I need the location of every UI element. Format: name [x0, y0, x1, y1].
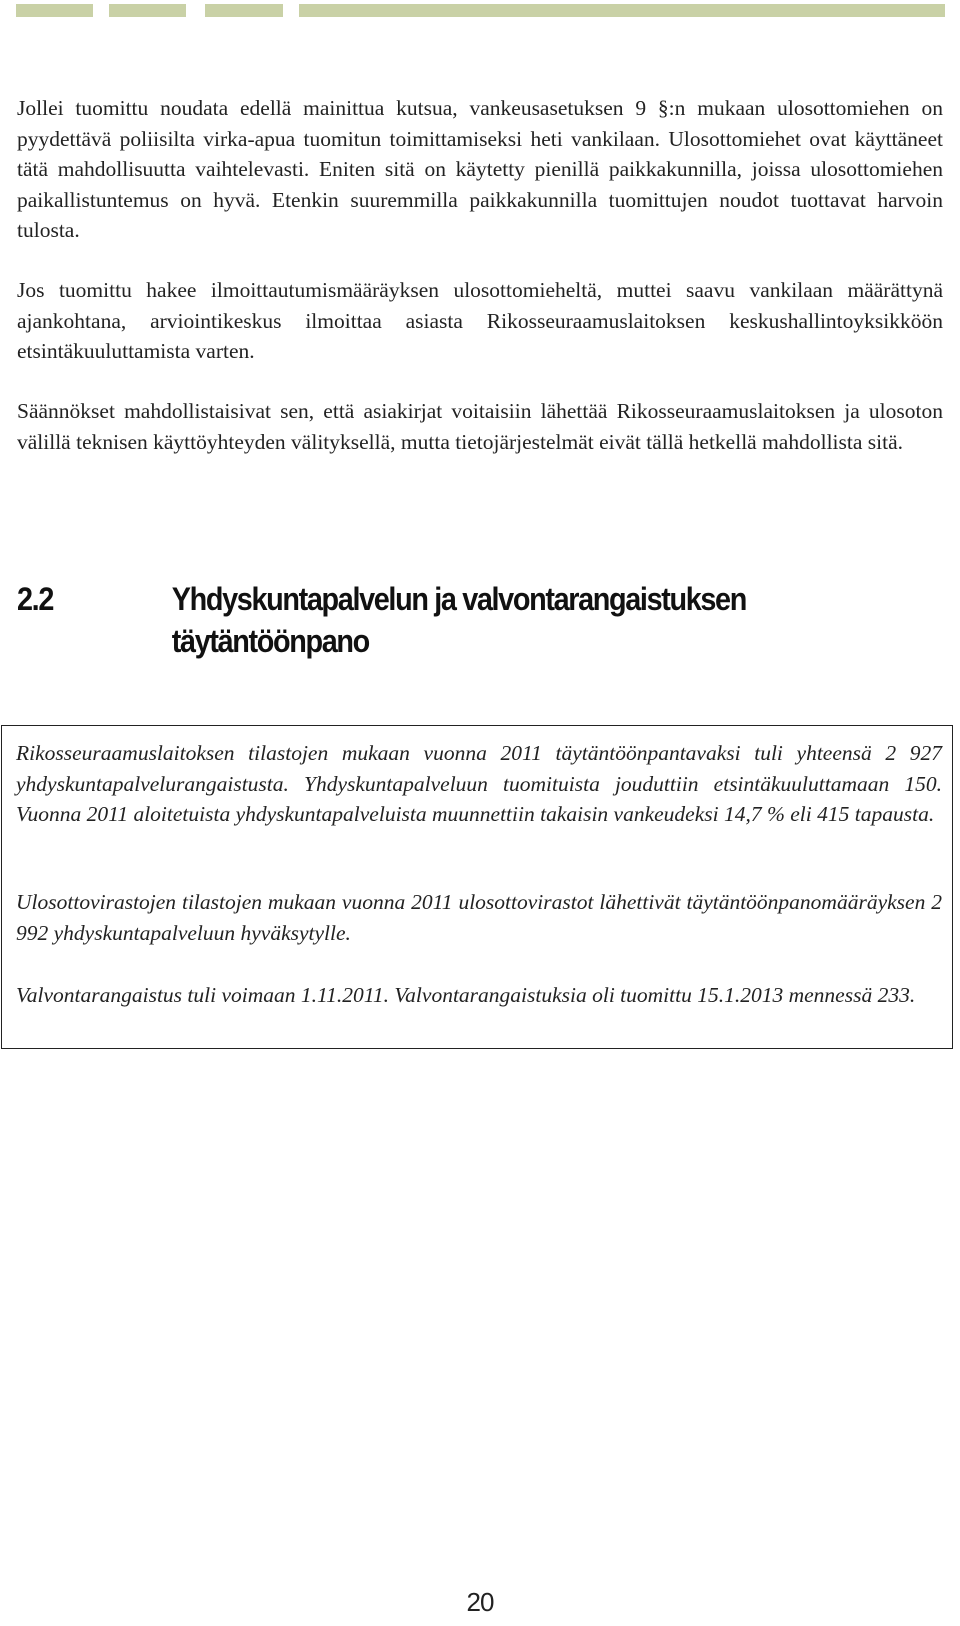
body-paragraph: Jollei tuomittu noudata edellä mainittua kutsua, vankeusasetuksen 9 §:n mukaan ulosottomiehen on pyydettävä poliisilta virka-apua tuomitun toimittamiseksi heti vankilaan. Ulosottomiehet ovat käyttäneet tätä mahdollisuutta vaihtelevasti. Eniten sitä on käytetty pienillä paikkakunnilla, joissa ulosottomiehen paikallistuntemus on hyvä. Etenkin suuremmilla paikkakunnilla tuomittujen noudot tuottavat harvoin tulosta. — [17, 96, 943, 242]
body-paragraph: Jos tuomittu hakee ilmoittautumismääräyksen ulosottomieheltä, muttei saavu vankilaan määrättynä ajankohtana, arviointikeskus ilmoittaa asiasta Rikosseuraamuslaitoksen keskushallintoyksikköön etsintäkuuluttamista varten. — [17, 278, 943, 363]
section-number: 2.2 — [17, 581, 53, 617]
header-decoration-bar — [109, 4, 186, 17]
box-paragraph: Valvontarangaistus tuli voimaan 1.11.2011. Valvontarangaistuksia oli tuomittu 15.1.2013 mennessä 233. — [16, 983, 916, 1007]
header-decoration-bar — [299, 4, 945, 17]
header-decoration-bar — [16, 4, 93, 17]
box-paragraph: Ulosottovirastojen tilastojen mukaan vuonna 2011 ulosottovirastot lähettivät täytäntöönpanomääräyksen 2 992 yhdyskuntapalveluun hyväksytylle. — [16, 890, 942, 945]
section-title: Yhdyskuntapalvelun ja valvontarangaistuksen täytäntöönpano — [171, 581, 746, 659]
header-decoration-bar — [205, 4, 283, 17]
page-number: 20 — [466, 1587, 494, 1617]
box-paragraph: Rikosseuraamuslaitoksen tilastojen mukaan vuonna 2011 täytäntöönpantavaksi tuli yhteensä 2 927 yhdyskuntapalvelurangaistusta. Yhdyskuntapalveluun tuomituista jouduttiin etsintäkuuluttamaan 150. Vuonna 2011 aloitetuista yhdyskuntapalveluista muunnettiin takaisin vankeudeksi 14,7 % eli 415 tapausta. — [16, 741, 942, 826]
body-paragraph: Säännökset mahdollistaisivat sen, että asiakirjat voitaisiin lähettää Rikosseuraamuslaitoksen ja ulosoton välillä teknisen käyttöyhteyden välityksellä, mutta tietojärjestelmät eivät tällä hetkellä mahdollista sitä. — [17, 399, 943, 454]
